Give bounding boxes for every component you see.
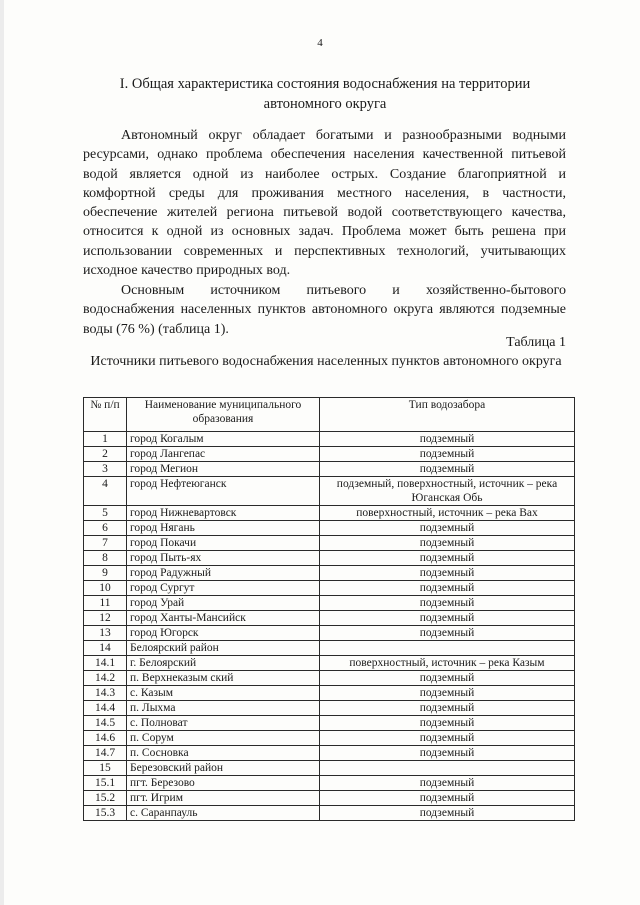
cell-type: подземный (320, 686, 575, 701)
table-label: Таблица 1 (506, 335, 566, 350)
cell-type: подземный (320, 432, 575, 447)
table-row (84, 447, 575, 462)
page-number: 4 (317, 37, 323, 49)
cell-type: подземный (320, 521, 575, 536)
cell-name: город Лангепас (127, 447, 320, 462)
cell-name: п. Верхнеказым ский (127, 671, 320, 686)
cell-type: подземный (320, 806, 575, 821)
table-row (84, 671, 575, 686)
table-row (84, 551, 575, 566)
cell-type: подземный (320, 447, 575, 462)
cell-number: 15.1 (84, 776, 127, 791)
cell-number: 14.1 (84, 656, 127, 671)
cell-type: подземный (320, 596, 575, 611)
table-row (84, 477, 575, 506)
header-name: Наименование муниципального образования (127, 398, 320, 432)
table-header-row (84, 398, 575, 432)
table-row (84, 521, 575, 536)
cell-name: с. Полноват (127, 716, 320, 731)
cell-name: город Ханты-Мансийск (127, 611, 320, 626)
header-number: № п/п (84, 398, 127, 432)
cell-type: поверхностный, источник – река Вах (320, 506, 575, 521)
cell-type: подземный (320, 611, 575, 626)
cell-name: город Пыть-ях (127, 551, 320, 566)
cell-number: 12 (84, 611, 127, 626)
table-row (84, 731, 575, 746)
cell-number: 7 (84, 536, 127, 551)
cell-number: 5 (84, 506, 127, 521)
cell-name: город Нижневартовск (127, 506, 320, 521)
water-sources-table (83, 397, 575, 821)
cell-name: город Урай (127, 596, 320, 611)
table-row (84, 656, 575, 671)
cell-type: подземный (320, 551, 575, 566)
cell-name: город Покачи (127, 536, 320, 551)
cell-name: город Сургут (127, 581, 320, 596)
table-row (84, 596, 575, 611)
cell-number: 8 (84, 551, 127, 566)
table-row (84, 506, 575, 521)
cell-name: город Нефтеюганск (127, 477, 320, 506)
cell-name: город Нягань (127, 521, 320, 536)
cell-name: пгт. Игрим (127, 791, 320, 806)
cell-number: 15.3 (84, 806, 127, 821)
cell-type: подземный (320, 701, 575, 716)
cell-type: подземный (320, 462, 575, 477)
cell-name: с. Казым (127, 686, 320, 701)
cell-number: 9 (84, 566, 127, 581)
table-row (84, 776, 575, 791)
cell-number: 14.6 (84, 731, 127, 746)
table-row (84, 566, 575, 581)
cell-number: 2 (84, 447, 127, 462)
cell-name: п. Лыхма (127, 701, 320, 716)
cell-number: 1 (84, 432, 127, 447)
table-row (84, 716, 575, 731)
section-heading-line2: автономного округа (263, 96, 387, 112)
cell-number: 14.4 (84, 701, 127, 716)
cell-type (320, 761, 575, 776)
cell-name: пгт. Березово (127, 776, 320, 791)
cell-number: 14.3 (84, 686, 127, 701)
binding-edge (0, 0, 4, 905)
table-row (84, 791, 575, 806)
cell-number: 14.2 (84, 671, 127, 686)
cell-type: подземный (320, 566, 575, 581)
cell-type: подземный (320, 731, 575, 746)
table-row (84, 581, 575, 596)
section-heading (100, 74, 550, 114)
cell-number: 4 (84, 477, 127, 506)
cell-type: подземный (320, 776, 575, 791)
table-row (84, 462, 575, 477)
cell-number: 11 (84, 596, 127, 611)
cell-number: 3 (84, 462, 127, 477)
cell-number: 6 (84, 521, 127, 536)
table-row (84, 806, 575, 821)
cell-name: город Югорск (127, 626, 320, 641)
table-row (84, 761, 575, 776)
section-heading-line1: I. Общая характеристика состояния водоснабжения на территории (119, 76, 531, 92)
table-row (84, 701, 575, 716)
table-row (84, 536, 575, 551)
paragraph-1: Автономный округ обладает богатыми и разнообразными водными ресурсами, однако проблема обеспечения населения качественной питьевой водой является одной из наиболее острых. Создание благоприятной и комфортной среды для проживания местного населения, в частности, обеспечение жителей региона питьевой водой соответствующего качества, относится к одной из основных задач. Проблема может быть решена при использовании современных и перспективных технологий, учитывающих исходное качество природных вод. (83, 128, 566, 279)
cell-type: подземный (320, 581, 575, 596)
cell-type: подземный (320, 536, 575, 551)
cell-name: п. Сорум (127, 731, 320, 746)
cell-type: поверхностный, источник – река Казым (320, 656, 575, 671)
cell-name: город Когалым (127, 432, 320, 447)
table-caption: Источники питьевого водоснабжения населенных пунктов автономного округа (90, 354, 562, 369)
table-row (84, 641, 575, 656)
table-row (84, 686, 575, 701)
cell-name: с. Саранпауль (127, 806, 320, 821)
cell-type: подземный (320, 671, 575, 686)
cell-type: подземный, поверхностный, источник – река Юганская Обь (320, 477, 575, 506)
cell-type (320, 641, 575, 656)
cell-name: город Мегион (127, 462, 320, 477)
table-row (84, 746, 575, 761)
cell-name: г. Белоярский (127, 656, 320, 671)
cell-type: подземный (320, 791, 575, 806)
table-row (84, 626, 575, 641)
cell-type: подземный (320, 626, 575, 641)
cell-type: подземный (320, 746, 575, 761)
cell-number: 14.5 (84, 716, 127, 731)
cell-number: 13 (84, 626, 127, 641)
cell-name: Березовский район (127, 761, 320, 776)
cell-name: Белоярский район (127, 641, 320, 656)
cell-number: 15 (84, 761, 127, 776)
cell-number: 14.7 (84, 746, 127, 761)
cell-number: 10 (84, 581, 127, 596)
header-type: Тип водозабора (320, 398, 575, 432)
cell-type: подземный (320, 716, 575, 731)
paragraph-2: Основным источником питьевого и хозяйственно-бытового водоснабжения населенных пунктов автономного округа являются подземные воды (76 %) (таблица 1). (83, 283, 566, 337)
cell-name: п. Сосновка (127, 746, 320, 761)
table-row (84, 611, 575, 626)
cell-number: 14 (84, 641, 127, 656)
table-row (84, 432, 575, 447)
cell-number: 15.2 (84, 791, 127, 806)
cell-name: город Радужный (127, 566, 320, 581)
